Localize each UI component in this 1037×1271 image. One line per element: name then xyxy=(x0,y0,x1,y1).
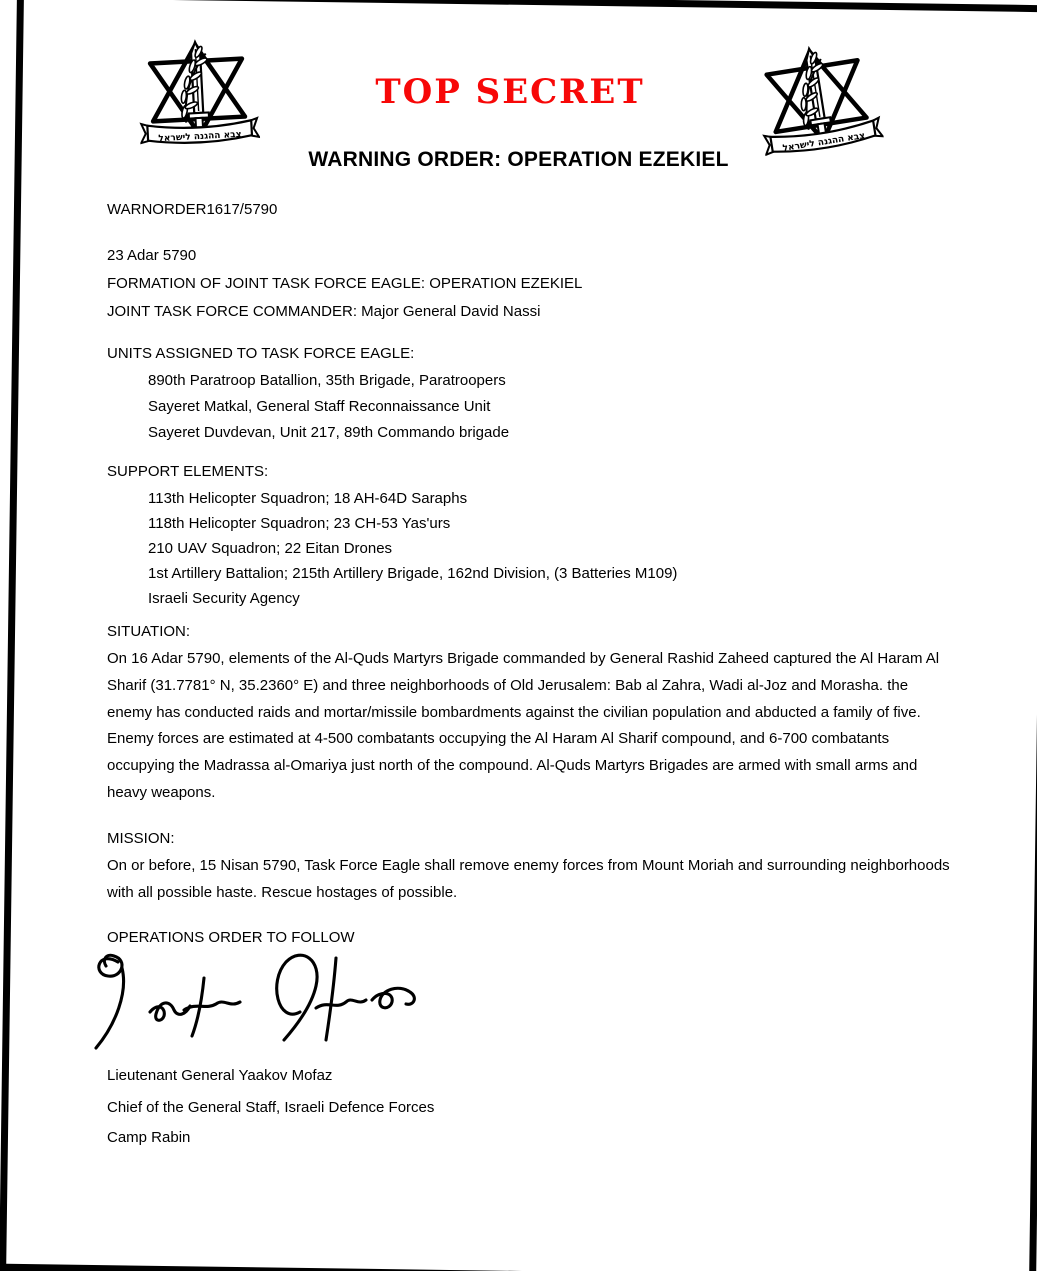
signatory-title: Chief of the General Staff, Israeli Defence Forces xyxy=(107,1099,435,1116)
situation-heading: SITUATION: xyxy=(107,623,191,640)
list-item: 113th Helicopter Squadron; 18 AH-64D Saraphs xyxy=(148,490,468,507)
list-item: Sayeret Duvdevan, Unit 217, 89th Commando brigade xyxy=(148,424,510,441)
order-number: WARNORDER1617/5790 xyxy=(107,201,278,218)
support-heading: SUPPORT ELEMENTS: xyxy=(107,463,269,480)
list-item: 1st Artillery Battalion; 215th Artillery Brigade, 162nd Division, (3 Batteries M109) xyxy=(148,565,678,582)
handwritten-signature xyxy=(88,948,438,1060)
units-heading: UNITS ASSIGNED TO TASK FORCE EAGLE: xyxy=(107,345,415,362)
list-item: Sayeret Matkal, General Staff Reconnaissance Unit xyxy=(148,398,491,415)
closing-line: OPERATIONS ORDER TO FOLLOW xyxy=(107,929,355,946)
classification-banner: TOP SECRET xyxy=(375,72,645,112)
formation-line: FORMATION OF JOINT TASK FORCE EAGLE: OPERATION EZEKIEL xyxy=(107,275,583,292)
list-item: Israeli Security Agency xyxy=(148,590,300,607)
commander-line: JOINT TASK FORCE COMMANDER: Major General David Nassi xyxy=(107,303,541,320)
list-item: 210 UAV Squadron; 22 Eitan Drones xyxy=(148,540,393,557)
support-list xyxy=(107,486,677,611)
situation-body: On 16 Adar 5790, elements of the Al-Quds Martyrs Brigade commanded by General Rashid Zaheed captured the Al Haram Al Sharif (31.7781° N, 35.2360° E) and three neighborhoods of Old Jerusalem: Bab al Zahra, Wadi al-Joz and Morasha. the enemy has conducted raids and mortar/missile bombardments against the civilian population and abducted a family of five. Enemy forces are estimated at 4-500 combatants occupying the Al Haram Al Sharif compound, and 6-700 combatants occupying the Madrassa al-Omariya just north of the compound. Al-Quds Martyrs Brigades are armed with small arms and heavy weapons. xyxy=(107,650,940,801)
date-line: 23 Adar 5790 xyxy=(107,247,197,264)
mission-heading: MISSION: xyxy=(107,830,175,847)
signatory-name: Lieutenant General Yaakov Mofaz xyxy=(107,1067,333,1084)
list-item: 890th Paratroop Batallion, 35th Brigade, Paratroopers xyxy=(148,372,506,389)
document-title: WARNING ORDER: OPERATION EZEKIEL xyxy=(308,148,729,171)
units-list xyxy=(107,368,509,446)
signatory-location: Camp Rabin xyxy=(107,1129,191,1146)
list-item: 118th Helicopter Squadron; 23 CH-53 Yas'urs xyxy=(148,515,451,532)
mission-body: On or before, 15 Nisan 5790, Task Force Eagle shall remove enemy forces from Mount Moriah and surrounding neighborhoods with all possible haste. Rescue hostages of possible. xyxy=(107,857,950,901)
